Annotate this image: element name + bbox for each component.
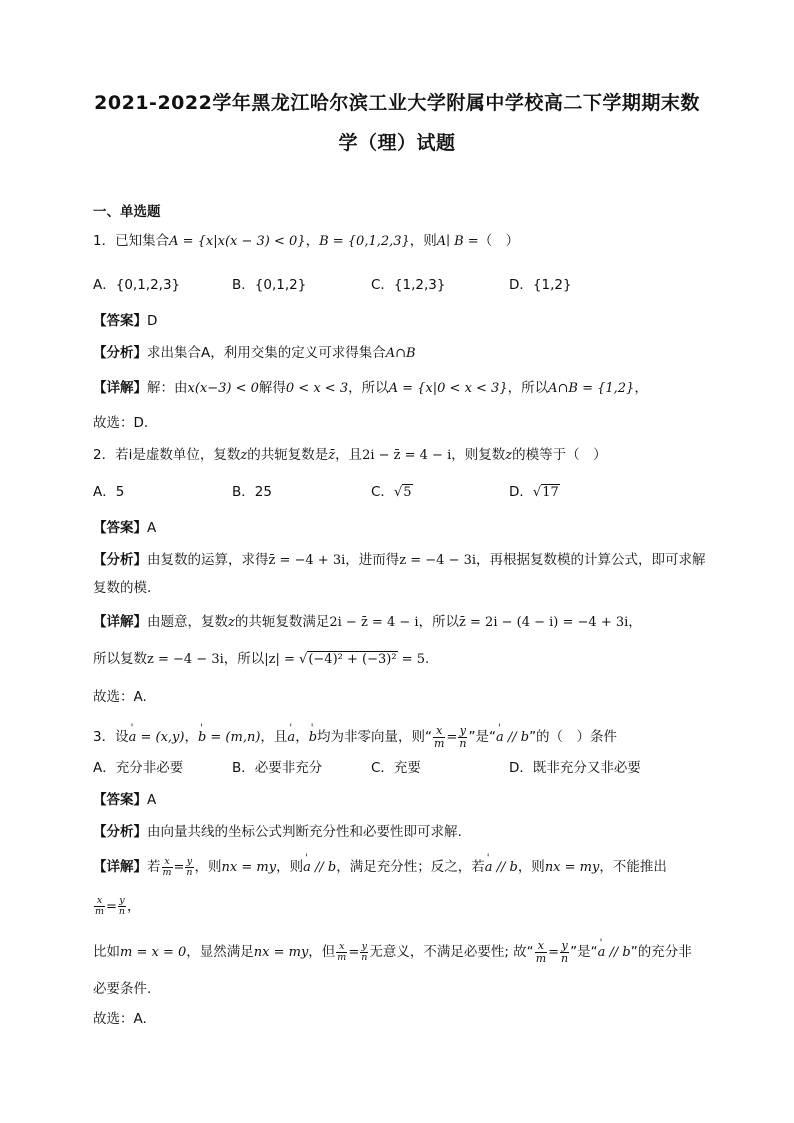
q2-var-z: z	[228, 615, 235, 630]
q2-detail-line-2	[93, 650, 429, 669]
q3-detail-text: 比如	[93, 944, 120, 960]
q3-parallel-expr: ' a // b	[496, 723, 529, 753]
q1-separator: ，	[305, 233, 320, 249]
q3-stem	[93, 722, 617, 753]
q3-analysis-text: 由向量共线的坐标公式判断充分性和必要性即可求解.	[147, 824, 462, 840]
q1-detail-expr: A∩B = {1,2}	[548, 381, 635, 396]
section-heading: 一、单选题	[93, 204, 161, 220]
q3-fraction-den: n	[459, 736, 467, 750]
q3-detail-expr: m = x = 0	[120, 945, 187, 960]
q3-option-b: B．必要非充分	[232, 760, 323, 776]
q3-fraction-den: m	[434, 736, 445, 750]
q3-analysis	[93, 823, 462, 841]
q2-detail-sqrt: √(−4)² + (−3)²	[299, 652, 397, 667]
q3-option-a: A．充分非必要	[93, 760, 184, 776]
q3-conclusion: 故选：A.	[93, 1011, 147, 1027]
q3-vector-b-def: ' b = (m,n)	[198, 723, 260, 753]
q3-detail-line-3	[93, 938, 692, 967]
q1-analysis-text: 求出集合A，利用交集的定义可求得集合	[147, 345, 386, 361]
q1-detail-tag: 【详解】	[93, 380, 147, 396]
q3-fraction-den: n	[361, 951, 368, 963]
q3-detail-expr: nx = my	[253, 945, 309, 960]
q1-analysis-tag: 【分析】	[93, 345, 147, 361]
q2-option-c-label: C．	[371, 484, 394, 500]
q2-stem-end: 的模等于（ ）	[512, 447, 607, 463]
q1-detail-text: ，所以	[507, 380, 549, 396]
q3-answer	[93, 791, 156, 809]
q2-detail-tag: 【详解】	[93, 614, 147, 630]
q3-detail-line-4: 必要条件.	[93, 981, 152, 997]
q2-option-c	[371, 483, 413, 502]
q3-detail-tag: 【详解】	[93, 859, 147, 875]
document-title-line-2: 学（理）试题	[338, 132, 456, 154]
q3-fraction-den: m	[162, 866, 172, 878]
q2-option-b: B．25	[232, 484, 272, 500]
q2-detail	[93, 613, 642, 632]
q1-set-a: A = {x|x(x − 3) < 0}	[169, 234, 306, 249]
q2-stem-text: ，则复数	[451, 447, 506, 463]
q3-fraction-x-m	[162, 857, 173, 878]
q2-detail-expr: 2i − z̄ = 4 − i	[329, 615, 419, 630]
q2-detail-expr: |z| =	[264, 652, 300, 667]
q1-analysis	[93, 344, 416, 363]
q3-fraction-den: m	[337, 951, 347, 963]
q3-fraction-x-m	[535, 940, 547, 965]
q3-detail-text: ，但	[308, 944, 336, 960]
q3-equals: =	[548, 945, 560, 960]
q1-detail-expr: x(x−3) < 0	[187, 381, 259, 396]
q2-option-d-sqrt: √17	[532, 485, 559, 500]
q2-detail-text: 的共轭复数满足	[234, 614, 330, 630]
q3-fraction-num: y	[186, 855, 193, 867]
q1-option-b: B．{0,1,2}	[232, 277, 307, 293]
q2-option-d-radicand: 17	[542, 485, 559, 500]
q2-option-c-sqrt: √5	[393, 485, 412, 500]
q1-stem-mid: ，则	[409, 233, 437, 249]
q3-fraction-num: x	[94, 896, 105, 907]
q2-var-zbar: z̄	[328, 448, 336, 463]
q3-fraction-num: x	[162, 857, 173, 868]
q2-stem-text: 的共轭复数是	[247, 447, 329, 463]
q1-analysis-expr: A∩B	[385, 346, 416, 361]
q2-detail-expr: z = −4 − 3i	[147, 652, 224, 667]
q1-stem-text: 1．已知集合	[93, 233, 170, 249]
q3-stem-text: ，且	[260, 729, 288, 745]
q3-stem-text: ”是“	[468, 729, 496, 745]
q3-detail-text: 若	[147, 859, 161, 875]
q3-vector-b: ' b	[309, 723, 317, 753]
q3-detail	[93, 853, 667, 882]
q2-stem-text: ，且	[335, 447, 363, 463]
q3-detail-text: ，不能推出	[599, 859, 667, 875]
q2-option-d	[509, 483, 560, 502]
q2-option-a: A．5	[93, 484, 125, 500]
q2-analysis-tag: 【分析】	[93, 552, 147, 568]
q2-var-z: z	[505, 448, 513, 463]
q3-stem-text: 均为非零向量，则“	[317, 729, 433, 745]
q3-fraction-num: x	[336, 942, 347, 953]
q3-fraction-y-n	[185, 857, 193, 878]
q2-equation: 2i − z̄ = 4 − i	[362, 448, 452, 463]
q1-answer	[93, 312, 157, 330]
q1-option-d: D．{1,2}	[509, 277, 572, 293]
q3-detail-expr: nx = my	[544, 860, 600, 875]
q3-detail-text: ，	[127, 898, 141, 915]
q1-detail-expr: A = {x|0 < x < 3}	[388, 381, 508, 396]
q1-stem	[93, 232, 519, 251]
q2-analysis-line-2: 复数的模.	[93, 580, 152, 596]
q3-fraction-den: n	[118, 906, 126, 917]
q2-detail-expr: = 5.	[397, 652, 430, 667]
q3-equals: =	[106, 899, 117, 915]
q3-fraction-y-n	[560, 940, 569, 965]
q1-detail-text: 解得	[258, 380, 286, 396]
q2-detail-text: ，所以	[418, 614, 460, 630]
q3-option-c: C．充要	[371, 760, 421, 776]
q1-detail-text: ，所以	[348, 380, 389, 396]
q3-fraction-num: y	[119, 895, 125, 906]
q2-detail-text: ，所以	[223, 651, 265, 667]
q2-detail-text: 由题意，复数	[147, 614, 228, 630]
q2-stem	[93, 446, 607, 465]
q3-fraction-den: m	[95, 906, 105, 917]
q2-detail-text: ，	[628, 614, 642, 630]
q1-detail-text: ，	[634, 380, 648, 396]
q3-equals: =	[348, 945, 360, 960]
q3-detail-parallel: ' a // b	[485, 854, 518, 882]
q3-detail-text: 无意义，不满足必要性; 故“	[369, 944, 534, 960]
q3-answer-value: A	[147, 792, 157, 808]
q3-detail-text: ，则	[517, 859, 545, 875]
q1-stem-end: （ ）	[478, 233, 520, 249]
q3-vector-a-def: ' a = (x,y)	[129, 723, 185, 753]
q3-fraction-y-n	[458, 725, 467, 750]
q2-stem-text: 2．若i是虚数单位，复数	[93, 447, 241, 463]
q2-detail-text: 所以复数	[93, 651, 147, 667]
q3-detail-text: ”是“	[570, 944, 598, 960]
q2-analysis-text: 由复数的运算，求得	[147, 552, 269, 568]
q3-fraction-den: m	[535, 951, 547, 965]
q3-fraction-x-m	[94, 896, 105, 917]
q1-detail	[93, 379, 648, 398]
q3-fraction-x-m	[433, 725, 445, 750]
q1-answer-value: D	[147, 313, 158, 329]
q2-analysis-text: ，进而得	[345, 552, 400, 568]
q3-detail-text: ，则	[194, 859, 222, 875]
q3-fraction-den: n	[186, 866, 193, 878]
q1-detail-expr: 0 < x < 3	[285, 381, 349, 396]
q2-answer-value: A	[147, 520, 157, 536]
q2-detail-expr: z̄ = 2i − (4 − i) = −4 + 3i	[459, 615, 629, 630]
q1-set-b: B = {0,1,2,3}	[319, 234, 410, 249]
q1-expression: A∣ B =	[436, 234, 479, 249]
q2-analysis	[93, 551, 706, 570]
q3-fraction-y-n	[118, 896, 126, 917]
q3-analysis-tag: 【分析】	[93, 824, 147, 840]
q3-detail-text: ，满足充分性；反之，若	[336, 859, 485, 875]
q2-option-d-label: D．	[509, 484, 533, 500]
q3-detail-parallel: ' a // b	[598, 939, 631, 967]
q2-analysis-expr: z̄ = −4 + 3i	[268, 553, 346, 568]
q3-separator: ，	[184, 729, 198, 745]
document-title-line-1: 2021-2022学年黑龙江哈尔滨工业大学附属中学校高二下学期期末数	[94, 92, 700, 114]
q3-detail-text: ，则	[276, 859, 304, 875]
q2-analysis-text: ，再根据复数模的计算公式，即可求解	[476, 552, 706, 568]
q3-fraction-den: n	[561, 951, 569, 965]
q3-equals: =	[173, 860, 185, 875]
q2-conclusion: 故选：A.	[93, 689, 147, 705]
q3-detail-parallel: ' a // b	[303, 854, 336, 882]
q3-fraction-y-n	[360, 942, 368, 963]
q3-answer-tag: 【答案】	[93, 792, 147, 808]
q3-fraction-num: x	[433, 725, 445, 738]
q3-fraction-num: x	[535, 940, 547, 953]
q3-separator: ，	[295, 729, 309, 745]
q2-option-c-radicand: 5	[403, 485, 412, 500]
q3-fraction-x-m	[336, 942, 347, 963]
q1-answer-tag: 【答案】	[93, 313, 147, 329]
q3-detail-expr: nx = my	[221, 860, 277, 875]
q1-option-a: A．{0,1,2,3}	[93, 277, 181, 293]
q2-detail-radicand: (−4)² + (−3)²	[308, 652, 397, 667]
q3-equals: =	[446, 730, 458, 745]
q3-stem-text: 3．设	[93, 729, 129, 745]
q1-conclusion: 故选：D.	[93, 415, 149, 431]
q3-stem-end: ”的（ ）条件	[529, 729, 618, 745]
q3-fraction-num: y	[459, 723, 467, 737]
q3-detail-text: ”的充分非	[630, 944, 692, 960]
q2-answer-tag: 【答案】	[93, 520, 147, 536]
q3-vector-a: ' a	[287, 723, 295, 753]
q1-detail-text: 解：由	[147, 380, 188, 396]
q2-analysis-expr: z = −4 − 3i	[399, 553, 477, 568]
q1-option-c: C．{1,2,3}	[371, 277, 446, 293]
q3-detail-line-2	[93, 896, 141, 917]
q2-var-z: z	[240, 448, 248, 463]
q2-answer	[93, 519, 156, 537]
q3-fraction-num: y	[361, 940, 367, 952]
q3-option-d: D．既非充分又非必要	[509, 760, 641, 776]
q3-detail-text: ，显然满足	[186, 944, 254, 960]
q3-fraction-num: y	[561, 938, 568, 952]
